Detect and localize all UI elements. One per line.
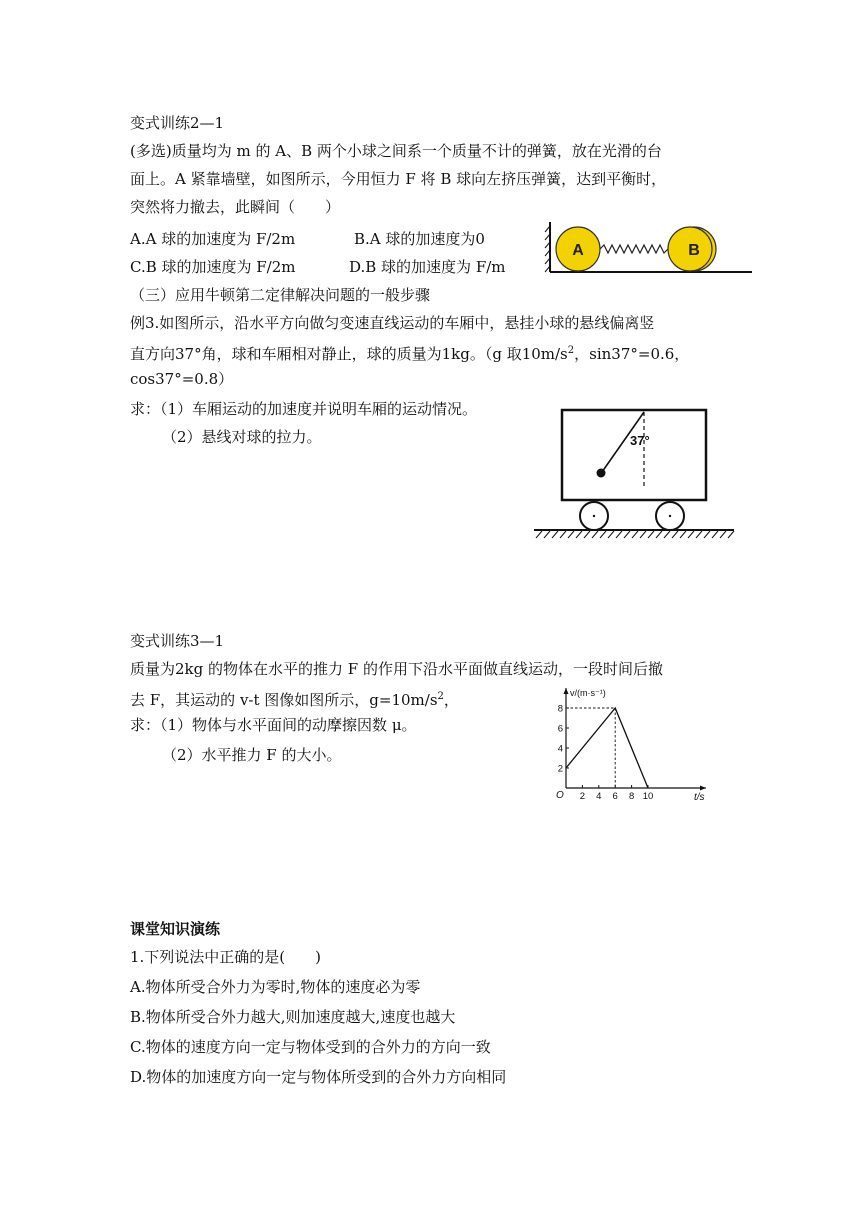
carriage-box (562, 410, 706, 500)
carriage-figure (532, 406, 736, 544)
option-b: B.物体所受合外力越大,则加速度越大,速度也越大 (130, 1008, 456, 1026)
y-tick-label: 6 (557, 723, 563, 735)
option-b: B.A 球的加速度为0 (354, 230, 485, 248)
y-axis-label: v/(m·s⁻¹) (570, 688, 606, 698)
question-text-line: 面上。A 紧靠墙壁，如图所示，今用恒力 F 将 B 球向左挤压弹簧，达到平衡时， (130, 170, 667, 188)
x-axis-label: t/s (694, 792, 705, 803)
question-1: 1.下列说法中正确的是( ) (130, 948, 322, 966)
example-3-line: 例3.如图所示，沿水平方向做匀变速直线运动的车厢中，悬挂小球的悬线偏离竖 (130, 314, 655, 332)
practice-heading: 课堂知识演练 (130, 920, 221, 938)
option-a: A.物体所受合外力为零时,物体的速度必为零 (130, 978, 421, 996)
x-tick-label: 10 (642, 791, 654, 802)
y-tick-label: 2 (557, 763, 563, 775)
option-c: C.B 球的加速度为 F/2m (130, 258, 296, 276)
x-tick-label: 8 (628, 791, 635, 802)
ask-2: （2）悬线对球的拉力。 (162, 428, 322, 446)
x-tick-label: 2 (579, 791, 586, 802)
question-text-line: (多选)质量均为 m 的 A、B 两个小球之间系一个质量不计的弹簧，放在光滑的台 (130, 142, 662, 160)
option-d: D.物体的加速度方向一定与物体所受到的合外力方向相同 (130, 1068, 507, 1086)
steps-heading: （三）应用牛顿第二定律解决问题的一般步骤 (130, 286, 431, 304)
y-tick-label: 8 (557, 703, 563, 715)
angle-label: 37° (630, 433, 650, 448)
option-a: A.A 球的加速度为 F/2m (130, 230, 296, 248)
y-tick-label: 4 (557, 743, 563, 755)
x-tick-label: 6 (612, 791, 618, 802)
vt-series-line (566, 708, 648, 788)
ask-1: 求：（1）物体与水平面间的动摩擦因数 μ。 (130, 716, 417, 734)
origin-label: O (556, 790, 564, 801)
option-d: D.B 球的加速度为 F/m (349, 258, 506, 276)
ask-1: 求：（1）车厢运动的加速度并说明车厢的运动情况。 (130, 400, 478, 418)
ask-2: （2）水平推力 F 的大小。 (162, 746, 342, 764)
x-tick-label: 4 (596, 791, 602, 802)
question-text-line: 突然将力撤去，此瞬间（ ） (130, 198, 341, 216)
option-c: C.物体的速度方向一定与物体受到的合外力的方向一致 (130, 1038, 491, 1056)
exercise-3-1-title: 变式训练3—1 (130, 632, 225, 650)
ball-b-label: B (688, 242, 700, 259)
exercise-2-1-title: 变式训练2—1 (130, 114, 225, 132)
exercise-3-1-line: 去 F，其运动的 v-t 图像如图所示，$g=10m/s^2$， (130, 691, 459, 709)
exercise-3-1-line: 质量为2kg 的物体在水平的推力 F 的作用下沿水平面做直线运动，一段时间后撤 (130, 660, 663, 678)
example-3-line: 直方向37°角，球和车厢相对静止，球的质量为1kg。（g 取$10m/s^2$，sin37°=0.6， (130, 345, 690, 363)
vt-chart (556, 680, 716, 806)
ball (597, 469, 606, 478)
ball-a-label: A (572, 242, 584, 259)
spring-balls-figure (544, 220, 756, 276)
example-3-line: cos37°=0.8） (130, 370, 234, 388)
